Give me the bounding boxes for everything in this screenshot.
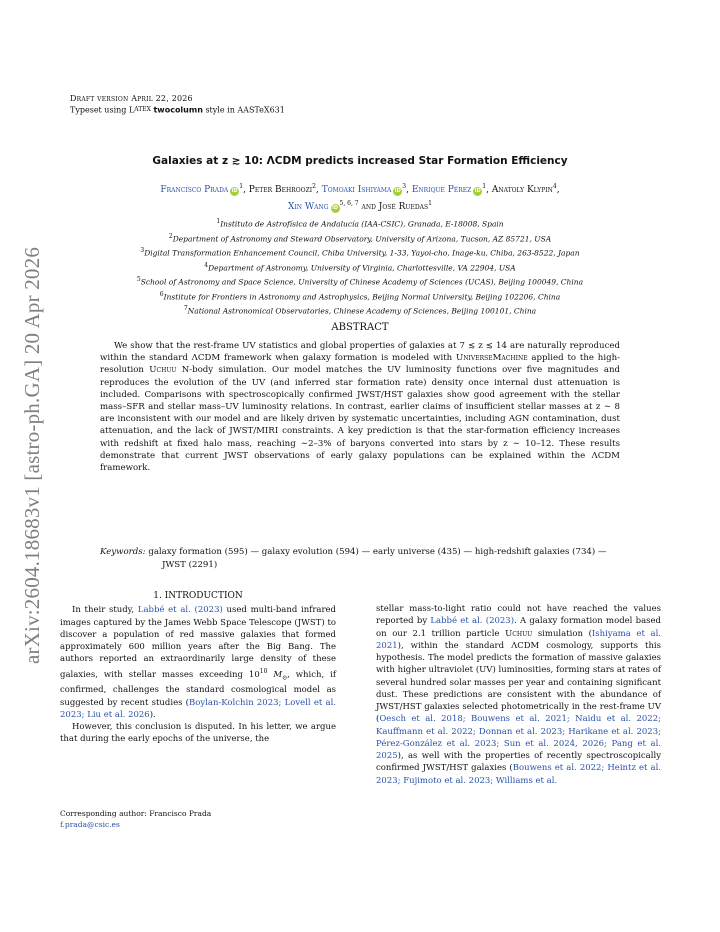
author-name[interactable]: Francisco Prada — [160, 185, 229, 195]
author-affiliation-mark: 1 — [239, 183, 244, 190]
affiliation-line: $^1$Instituto de Astrofísica de Andalucía (IAA-CSIC), Granada, E-18008, Spain — [216, 218, 504, 229]
right-column — [376, 603, 661, 787]
orcid-icon[interactable]: iD — [231, 188, 238, 194]
author-affiliation-mark: 4 — [552, 183, 557, 190]
author-name[interactable]: Tomoaki Ishiyama — [321, 185, 392, 195]
keywords-label: Keywords: — [100, 547, 146, 557]
author-affiliation-mark: 1 — [428, 200, 432, 207]
paper-title: Galaxies at z ≳ 10: ΛCDM predicts increased Star Formation Efficiency — [152, 155, 568, 167]
orcid-icon[interactable]: iD — [474, 188, 481, 194]
universemachine-name: UniverseMachine — [456, 353, 528, 364]
author-name: Anatoly Klypin — [491, 185, 553, 195]
citation-link[interactable]: Labbé et al. (2023) — [137, 605, 223, 616]
citation-link[interactable]: Ishiyama et al. 2021 — [376, 628, 661, 651]
affiliation-line: $^6$Institute for Frontiers in Astronomy and Astrophysics, Beijing Normal University, Beijing 102206, China — [159, 290, 561, 301]
latex-logo: ATEX — [134, 106, 151, 113]
author-list: Francisco Prada $iD^1$, Peter Behroozi$^2$, Tomoaki Ishiyama $iD^3$, Enrique Pérez $iD^1$, Anatoly Klypin$^4$, Xin Wang iD$^{5, 6, 7}$ and José Ruedas$^1$ — [160, 183, 560, 212]
affiliations — [80, 216, 640, 318]
author-affiliation-mark: 5, 6, 7 — [339, 200, 359, 207]
affiliation-line: $^7$National Astronomical Observatories, Chinese Academy of Sciences, Beijing 100101, China — [183, 305, 537, 316]
keywords-text: galaxy formation (595) — galaxy evolution (594) — early universe (435) — high-redshift galaxies (734) — JWST (2291) — [148, 547, 607, 570]
author-and: and — [358, 202, 379, 212]
arxiv-id-text: arXiv:2604.18683v1 [astro-ph.GA] 20 Apr 2026 — [20, 246, 45, 664]
affiliation-line: $^2$Department of Astronomy and Steward Observatory, University of Arizona, Tucson, AZ 85721, USA — [168, 232, 552, 243]
orcid-icon[interactable]: iD — [332, 205, 338, 211]
arxiv-stamp — [8, 225, 58, 685]
citation-link[interactable]: Labbé et al. (2023) — [430, 616, 515, 627]
author-name: Peter Behroozi — [248, 185, 313, 195]
author-affiliation-mark: 1 — [482, 183, 487, 190]
author-name[interactable]: Xin Wang — [288, 202, 329, 212]
running-header — [70, 93, 285, 116]
author-affiliation-mark: 3 — [402, 183, 407, 190]
affiliation-line: $^3$Digital Transformation Enhancement Council, Chiba University, 1-33, Yayoi-cho, Inage-ku, Chiba, 263-8522, Japan — [140, 247, 580, 258]
abstract-heading: ABSTRACT — [331, 322, 389, 333]
intro-paragraph-2: However, this conclusion is disputed. In his letter, we argue that during the early epochs of the universe, the — [60, 722, 336, 745]
abstract-text: We show that the rest-frame UV statistics and global properties of galaxies at 7 ≲ z ≲ 14 are naturally reproduced within the standard ΛCDM framework when galaxy formation is modeled with UniverseMachine applied to the high-resolution Uchuu N-body simulation. Our model matches the UV luminosity functions over five magnitudes and reproduces the evolution of the UV (and inferred star formation rate) density once internal dust attenuation is included. Comparisons with spectroscopically confirmed JWST/HST galaxies show good agreement with the stellar mass–SFR and stellar mass–UV luminosity relations. In contrast, earlier claims of insufficient stellar masses at z ∼ 8 are inconsistent with our model and are likely driven by systematic uncertainties, including AGN contamination, dust attenuation, and the lack of JWST/MIRI constraints. A key prediction is that the star-formation efficiency increases with redshift at fixed halo mass, reaching ∼2–3% of baryons converted into stars by z ∼ 10–12. These results demonstrate that current JWST observations of early galaxy populations can be explained within the ΛCDM framework. — [100, 341, 621, 474]
author-email-link[interactable]: f.prada@csic.es — [60, 820, 120, 829]
draft-version: Draft version April 22, 2026 — [70, 94, 193, 103]
citation-link[interactable]: Bouwens et al. 2022; Heintz et al. 2023; Fujimoto et al. 2023; Williams et al. — [376, 763, 661, 786]
citation-link[interactable]: Oesch et al. 2018; Bouwens et al. 2021; Naidu et al. 2022; Kauffmann et al. 2022; Donnan et al. 2023; Harikane et al. 2023; Pérez-González et al. 2023; Sun et al. 2024, 2026; Pang et al. 2025 — [376, 714, 661, 761]
orcid-icon[interactable]: iD — [394, 188, 401, 194]
corresponding-author-label: Corresponding author: Francisco Prada — [60, 809, 212, 818]
intro-paragraph-1: In their study, Labbé et al. (2023) used multi-band infrared images captured by the James Webb Space Telescope (JWST) to discover a population of red massive galaxies that formed approximately 600 million years after the Big Bang. The authors reported an extraordinarily large density of these galaxies, with stellar masses exceeding $10^{10}$ $M_⊙$, which, if confirmed, challenges the standard cosmological model as suggested by recent studies (Boylan-Kolchin 2023; Lovell et al. 2023; Liu et al. 2026). — [60, 605, 337, 720]
uchuu-name: Uchuu — [149, 365, 177, 376]
corresponding-author — [60, 808, 211, 830]
author-affiliation-mark: 2 — [312, 183, 316, 190]
keywords — [100, 546, 620, 571]
intro-paragraph-continued: stellar mass-to-light ratio could not have reached the values reported by Labbé et al. (2023). A galaxy formation model based on our 2.1 trillion particle Uchuu simulation (Ishiyama et al. 2021), within the standard ΛCDM cosmology, supports this hypothesis. The model predicts the formation of massive galaxies with higher ultraviolet (UV) luminosities, forming stars at rates of several hundred solar masses per year and containing significant dust. These predictions are consistent with the abundance of JWST/HST galaxies selected photometrically in the rest-frame UV (Oesch et al. 2018; Bouwens et al. 2021; Naidu et al. 2022; Kauffmann et al. 2022; Donnan et al. 2023; Harikane et al. 2023; Pérez-González et al. 2023; Sun et al. 2024, 2026; Pang et al. 2025), as well with the properties of recently spectroscopically confirmed JWST/HST galaxies (Bouwens et al. 2022; Heintz et al. 2023; Fujimoto et al. 2023; Williams et al. — [376, 604, 661, 786]
citation-link[interactable]: Boylan-Kolchin 2023; Lovell et al. 2023; Liu et al. 2026 — [60, 697, 336, 720]
affiliation-line: $^5$School of Astronomy and Space Science, University of Chinese Academy of Sciences (UCAS), Beijing 100049, China — [136, 276, 584, 287]
affiliation-line: $^4$Department of Astronomy, University of Virginia, Charlottesville, VA 22904, USA — [204, 261, 516, 272]
left-column — [60, 590, 336, 746]
author-name[interactable]: Enrique Pérez — [411, 185, 472, 195]
author-name: José Ruedas — [378, 202, 429, 212]
section-heading-introduction: 1. INTRODUCTION — [153, 591, 243, 601]
typeset-line: Typeset using LATEX twocolumn style in AASTeX631 — [70, 105, 285, 115]
